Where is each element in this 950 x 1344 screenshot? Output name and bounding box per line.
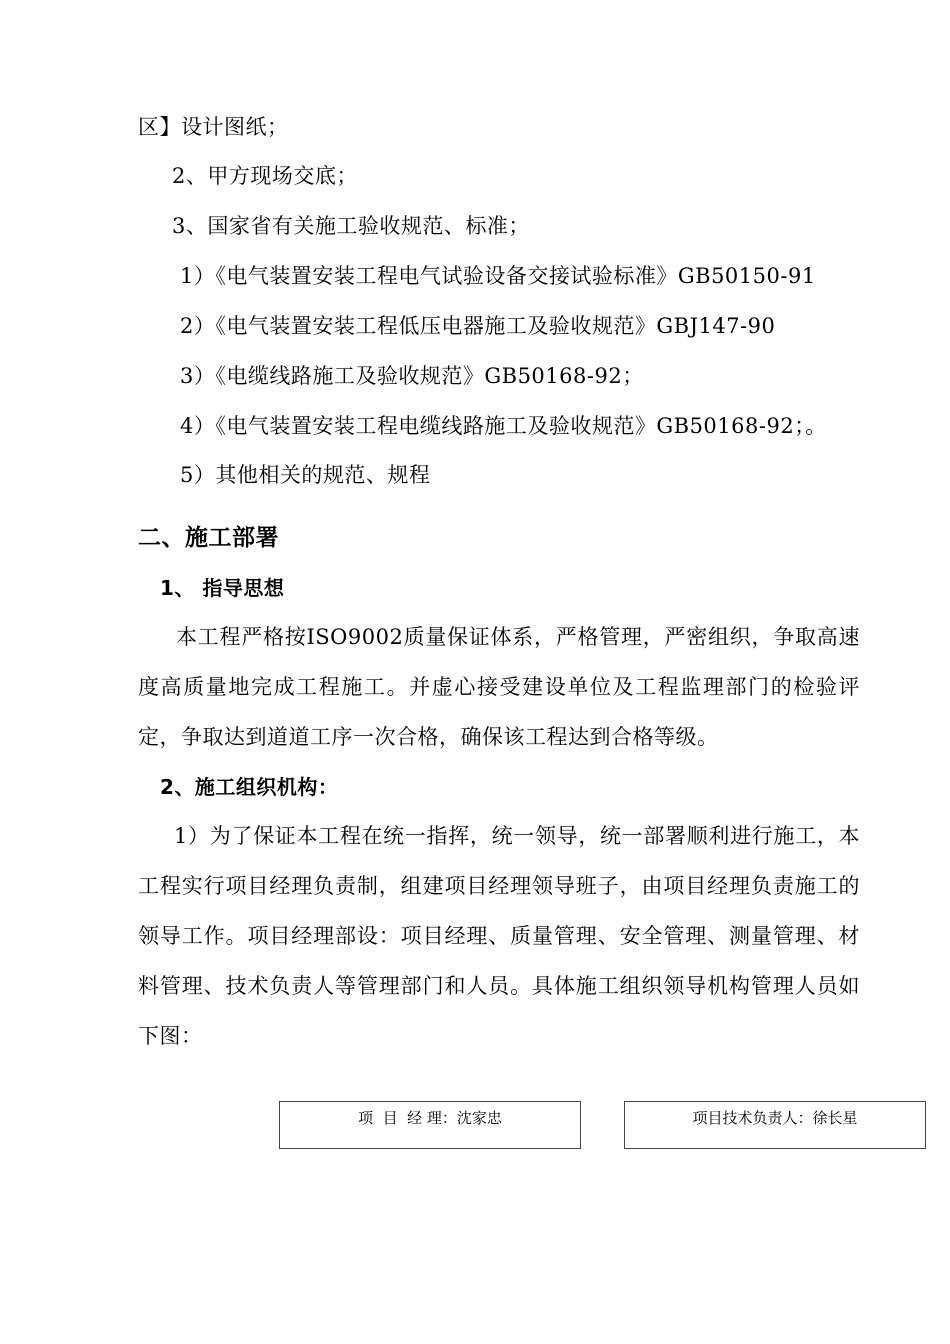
basis-item-2: 2、甲方现场交底； <box>172 164 358 188</box>
guiding-body: 本工程严格按ISO9002质量保证体系，严格管理，严密组织，争取高速度高质量地完成工程施工。并虚心接受建设单位及工程监理部门的检验评定，争取达到道道工序一次合格，确保该工程达到合格等级。 <box>138 625 860 749</box>
basis-continuation: 区】设计图纸； <box>138 115 289 139</box>
standard-item: 4）《电气装置安装工程电缆线路施工及验收规范》GB50168-92；。 <box>180 414 827 438</box>
org-box-label: 项 目 经 理：沈家忠 <box>358 1109 502 1127</box>
guiding-heading: 1、 指导思想 <box>160 576 285 600</box>
org-box-technical-lead <box>624 1101 926 1149</box>
section-title: 二、施工部署 <box>138 525 279 551</box>
org-box-project-manager <box>279 1101 581 1149</box>
standard-item: 3）《电缆线路施工及验收规范》GB50168-92； <box>180 364 644 388</box>
org-box-label: 项目技术负责人：徐长星 <box>692 1109 858 1127</box>
standard-item: 2）《电气装置安装工程低压电器施工及验收规范》GBJ147-90 <box>180 314 776 338</box>
basis-item-3: 3、国家省有关施工验收规范、标准； <box>172 214 530 238</box>
organization-body: 1）为了保证本工程在统一指挥，统一领导，统一部署顺利进行施工，本工程实行项目经理负责制，组建项目经理领导班子，由项目经理负责施工的领导工作。项目经理部设：项目经理、质量管理、安全管理、测量管理、材料管理、技术负责人等管理部门和人员。具体施工组织领导机构管理人员如下图： <box>138 824 860 1048</box>
organization-heading: 2、施工组织机构： <box>160 775 339 799</box>
standard-item: 5）其他相关的规范、规程 <box>180 463 431 487</box>
standard-item: 1）《电气装置安装工程电气试验设备交接试验标准》GB50150-91 <box>180 264 816 288</box>
